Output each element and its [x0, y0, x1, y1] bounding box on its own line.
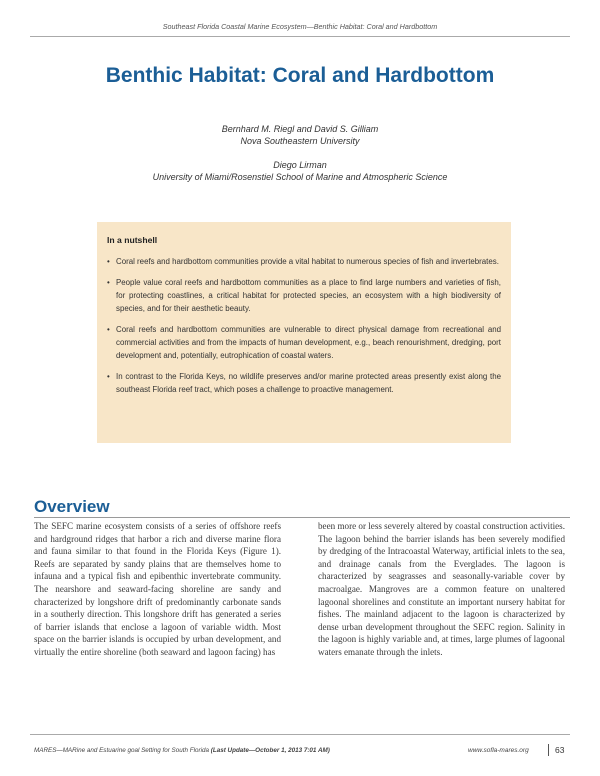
bullet-icon: • — [107, 257, 110, 266]
nutshell-item — [107, 323, 501, 362]
author-block-2 — [0, 159, 600, 183]
page-number: 63 — [555, 745, 565, 755]
footer-citation — [34, 747, 330, 754]
running-head: Southeast Florida Coastal Marine Ecosystem—Benthic Habitat: Coral and Hardbottom — [162, 22, 438, 31]
footer-url-link[interactable]: www.sofla-mares.org — [468, 747, 529, 754]
author-names-2: Diego Lirman — [273, 160, 327, 170]
author-block-1 — [0, 123, 600, 147]
nutshell-item — [107, 370, 501, 396]
nutshell-item-text: Coral reefs and hardbottom communities provide a vital habitat to numerous species of fish and invertebrates. — [116, 257, 499, 266]
footer-project-name: MARES—MARine and Estuarine goal Setting for South Florida — [34, 747, 209, 754]
overview-column-left: The SEFC marine ecosystem consists of a series of offshore reefs and hardground ridges that harbor a rich and diverse marine flora and fauna similar to that found in the Florida Keys (Figure 1). Reefs are separated by sandy plains that are themselves home to infauna and a typical fish and epibenthic invertebrate community. The nearshore and seaward-facing shoreline are sandy and characterized by longshore drift of predominantly carbonate sands in a southerly direction. This longshore drift has generated a series of barrier islands that enclose a lagoon of variable width. Most space on the barrier islands is occupied by urban development, and virtually the entire shoreline (both seaward and lagoon facing) has — [34, 521, 281, 657]
nutshell-box — [97, 222, 511, 443]
nutshell-list — [107, 255, 501, 396]
nutshell-heading: In a nutshell — [107, 235, 158, 245]
bullet-icon: • — [107, 278, 110, 287]
nutshell-item-text: People value coral reefs and hardbottom communities as a place to find large numbers and varieties of fish, for protecting coastlines, a critical habitat for protected species, an ecosystem with a high biodiversity of species, and for their aesthetic beauty. — [116, 278, 501, 313]
overview-heading: Overview — [34, 497, 110, 516]
bullet-icon: • — [107, 372, 110, 381]
nutshell-item — [107, 255, 501, 268]
page-number-divider — [548, 744, 549, 756]
footer-divider — [30, 734, 570, 735]
bullet-icon: • — [107, 325, 110, 334]
author-affiliation-1: Nova Southeastern University — [240, 136, 360, 146]
overview-divider — [34, 517, 570, 518]
page-title: Benthic Habitat: Coral and Hardbottom — [105, 64, 495, 87]
author-affiliation-2: University of Miami/Rosenstiel School of Marine and Atmospheric Science — [152, 172, 448, 182]
header-divider — [30, 36, 570, 37]
nutshell-item-text: In contrast to the Florida Keys, no wildlife preserves and/or marine protected areas presently exist along the southeast Florida reef tract, which poses a challenge to proactive management. — [116, 372, 501, 394]
nutshell-item-text: Coral reefs and hardbottom communities are vulnerable to direct physical damage from recreational and commercial activities and from the impacts of human development, e.g., beach renourishment, dredging, port development and, potentially, eutrophication of coastal waters. — [116, 325, 501, 360]
author-names-1: Bernhard M. Riegl and David S. Gilliam — [221, 124, 379, 134]
nutshell-item — [107, 276, 501, 315]
overview-column-right: been more or less severely altered by coastal construction activities. The lagoon behind the barrier islands has been severely modified by dredging of the Intracoastal Waterway, artificial inlets to the sea, and drainage canals from the Everglades. The lagoon is characterized by seagrasses and seasonally-variable cover by macroalgae. Mangroves are a common feature on unaltered lagoonal shorelines and constitute an important nursery habitat for fishes. The mainland adjacent to the lagoon is characterized by dense urban development throughout the SEFC region. Salinity in the lagoon is highly variable and, at times, large plumes of lagoonal waters emanate through the inlets. — [318, 521, 565, 657]
footer-update-stamp: (Last Update—October 1, 2013 7:01 AM) — [210, 747, 330, 754]
